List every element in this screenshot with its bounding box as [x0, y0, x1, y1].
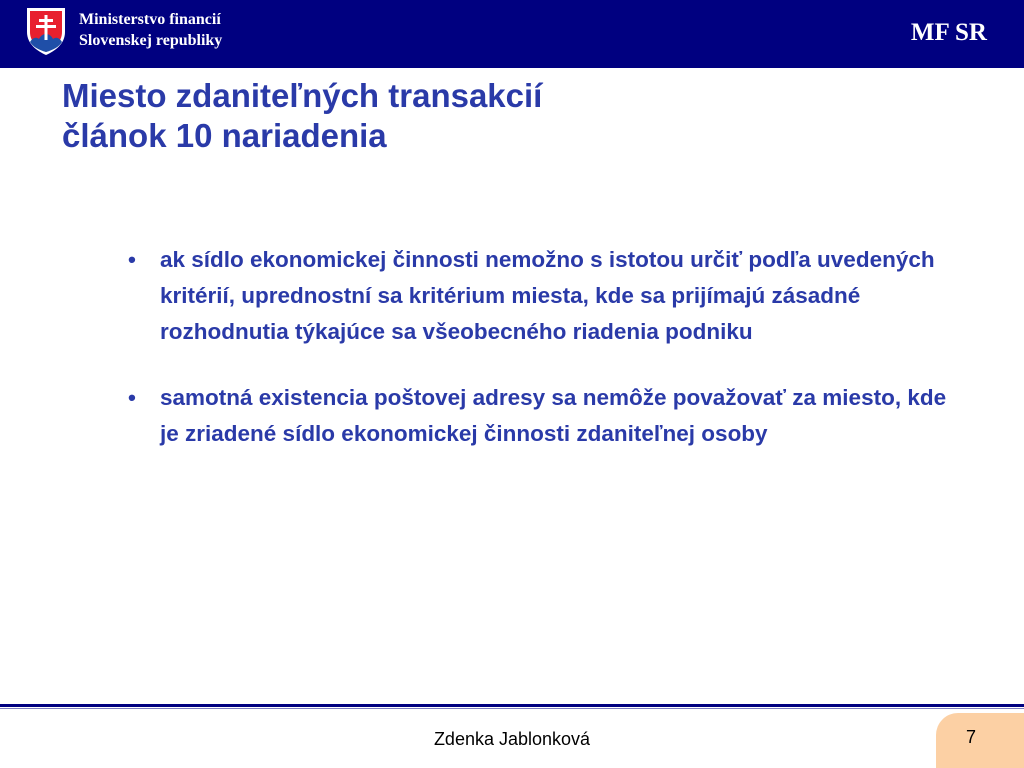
page-number-box — [936, 713, 1024, 768]
ministry-name-line1: Ministerstvo financií — [79, 11, 221, 28]
ministry-name-line2: Slovenskej republiky — [79, 32, 223, 49]
slide-title-line1: Miesto zdaniteľných transakcií — [62, 77, 543, 114]
header-bar — [0, 0, 1024, 68]
page-number: 7 — [965, 727, 976, 747]
bullet-item: • samotná existencia poštovej adresy sa nemôže považovať za miesto, kde je zriadené sídlo ekonomickej činnosti zdaniteľnej osoby — [128, 380, 968, 452]
ministry-short-name: MF SR — [910, 19, 987, 46]
ministry-name — [79, 9, 222, 51]
footer-divider — [0, 704, 1024, 707]
bullet-list — [128, 242, 968, 482]
slovak-coat-of-arms-icon — [25, 6, 67, 56]
slide-title-line2: článok 10 nariadenia — [62, 117, 387, 154]
bullet-item: • ak sídlo ekonomickej činnosti nemožno s istotou určiť podľa uvedených kritérií, uprednostní sa kritérium miesta, kde sa prijímajú zásadné rozhodnutia týkajúce sa všeobecného riadenia podniku — [128, 242, 968, 350]
footer-divider-thin — [0, 708, 1024, 709]
footer-author: Zdenka Jablonková — [433, 729, 591, 749]
slide-title — [62, 76, 542, 156]
